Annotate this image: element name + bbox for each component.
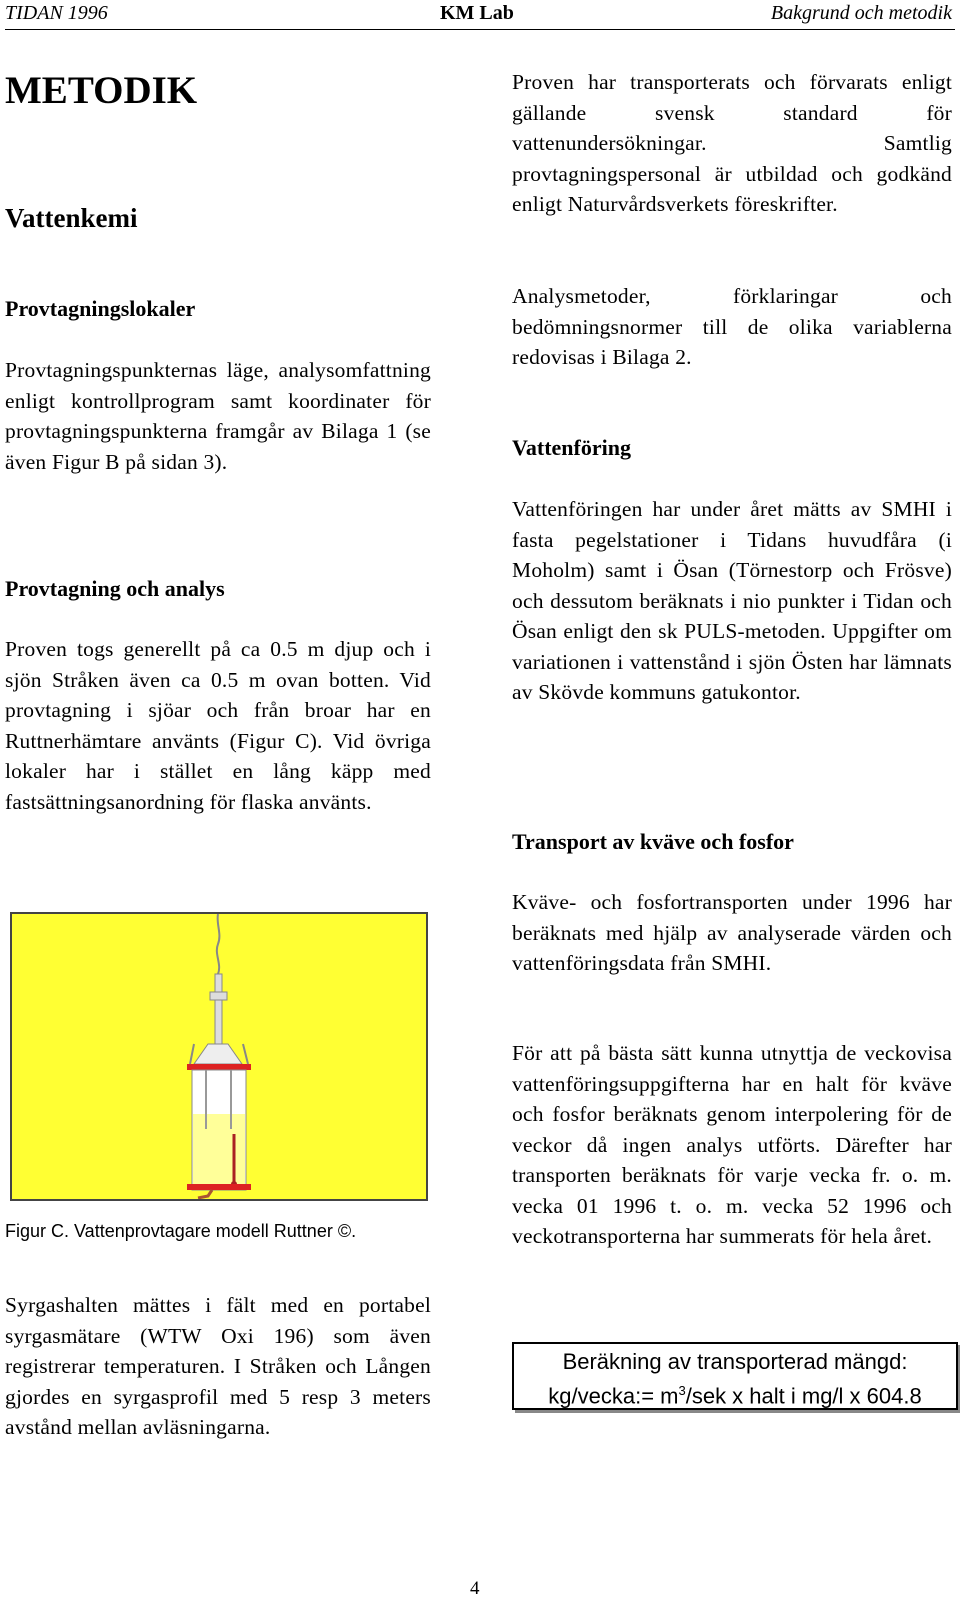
paragraph-kvave-2: För att på bästa sätt kunna utnyttja de veckovisa vattenföringsuppgifterna har en halt för kväve och fosfor beräknats genom interpolering för de veckor då ingen analys utförts. Därefter har transporten beräknats för varje vecka fr. o. m. vecka 01 1996 t. o. m. vecka 52 1996 och veckotransporterna har summerats för hela året.: [512, 1041, 952, 1248]
formula-line-2: [514, 1376, 956, 1410]
header-divider: [5, 29, 955, 30]
figure-ruttner-sampler: [10, 912, 428, 1201]
section-title: Vattenkemi: [5, 203, 138, 233]
formula-part-1: kg/vecka:= m: [548, 1383, 679, 1409]
formula-box: [512, 1342, 958, 1410]
figure-caption: Figur C. Vattenprovtagare modell Ruttner ©.: [5, 1221, 357, 1241]
heading-vattenforing: Vattenföring: [512, 435, 631, 460]
paragraph-lokaler: Provtagningspunkternas läge, analysomfattning enligt kontrollprogram samt koordinater för provtagningspunkterna framgår av Bilaga 1 (se även Figur B på sidan 3).: [5, 358, 431, 474]
paragraph-analys: Proven togs generellt på ca 0.5 m djup och i sjön Stråken även ca 0.5 m ovan botten. Vid provtagning i sjöar och från broar har en Ruttnerhämtare använts (Figur C). Vid övriga lokaler har i stället en lång käpp med fastsättningsanordning för flaska använts.: [5, 637, 431, 814]
header-center: KM Lab: [440, 2, 514, 24]
header-right: Bakgrund och metodik: [770, 2, 952, 24]
paragraph-transport: Proven har transporterats och förvarats enligt gällande svensk standard för vattenundersökningar. Samtlig provtagningspersonal är utbildad och godkänd enligt Naturvårdsverkets föreskrifter.: [512, 70, 952, 216]
formula-superscript: 3: [678, 1383, 686, 1398]
paragraph-syrgas: Syrgashalten mättes i fält med en portabel syrgasmätare (WTW Oxi 196) som även registrerar temperaturen. I Stråken och Lången gjordes en syrgasprofil med 5 resp 3 meters avstånd mellan avläsningarna.: [5, 1293, 431, 1439]
heading-transport-kvave-fosfor: Transport av kväve och fosfor: [512, 829, 794, 854]
paragraph-analysmetoder: Analysmetoder, förklaringar och bedömningsnormer till de olika variablerna redovisas i Bilaga 2.: [512, 284, 952, 369]
formula-part-2: /sek x halt i mg/l x 604.8: [685, 1383, 922, 1409]
page-header: [0, 0, 960, 28]
paragraph-vattenforing: Vattenföringen har under året mätts av SMHI i fasta pegelstationer i Tidans huvudfåra (i Moholm) samt i Ösan (Törnestorp och Frösve) och dessutom beräknats i nio punkter i Tidan och Ösan enligt den sk PULS-metoden. Uppgifter om variationen i vattenstånd i sjön Östen har lämnats av Skövde kommuns gatukontor.: [512, 497, 952, 704]
page-title: METODIK: [5, 69, 198, 112]
formula-line-1: Beräkning av transporterad mängd:: [562, 1349, 908, 1374]
heading-provtagning-analys: Provtagning och analys: [5, 576, 225, 601]
page-number: 4: [470, 1578, 480, 1599]
header-left: TIDAN 1996: [5, 2, 108, 24]
paragraph-kvave-1: Kväve- och fosfortransporten under 1996 har beräknats med hjälp av analyserade värden och vattenföringsdata från SMHI.: [512, 890, 952, 975]
ruttner-sampler-illustration: [12, 914, 426, 1199]
heading-provtagningslokaler: Provtagningslokaler: [5, 296, 196, 321]
